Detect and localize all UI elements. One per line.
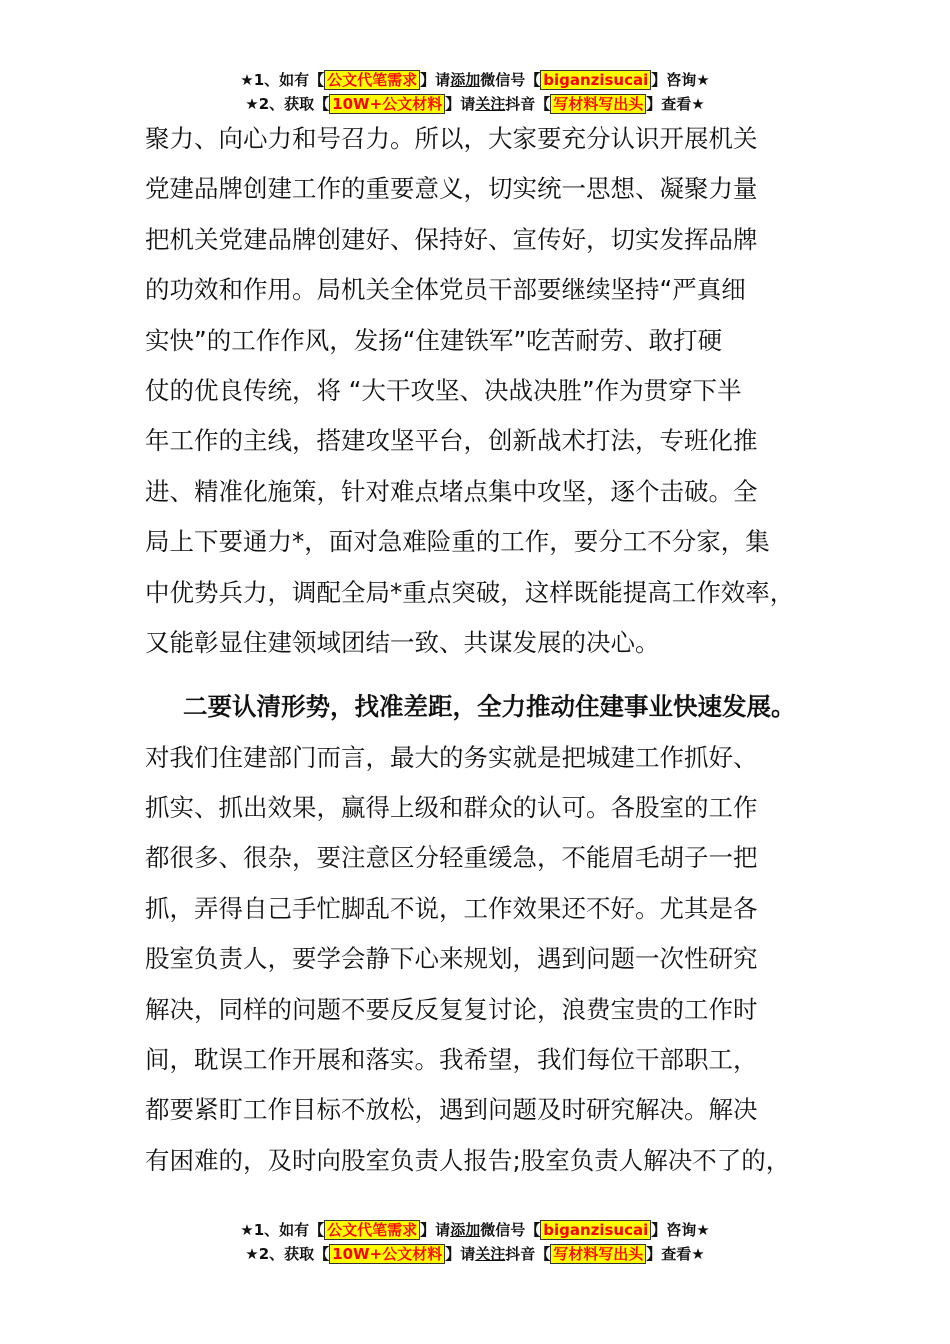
text-line: 实快”的工作作风，发扬“住建铁军”吃苦耐劳、敢打硬 bbox=[145, 325, 723, 355]
banner-underline: 关注 bbox=[475, 1245, 506, 1263]
banner-highlight: biganzisucai bbox=[540, 1220, 651, 1240]
banner-text: 】查看★ bbox=[646, 1245, 705, 1263]
banner-text: 】请 bbox=[420, 71, 451, 89]
banner-line-2 bbox=[0, 92, 950, 116]
banner-highlight: 公文代笔需求 bbox=[324, 70, 420, 90]
text-line: 对我们住建部门而言，最大的务实就是把城建工作抓好、 bbox=[145, 742, 758, 772]
text-line: 聚力、向心力和号召力。所以，大家要充分认识开展机关 bbox=[145, 124, 758, 153]
header-banner bbox=[0, 68, 950, 116]
banner-text: 】咨询★ bbox=[651, 1221, 710, 1239]
banner-text: 】请 bbox=[445, 95, 476, 113]
banner-highlight: 公文代笔需求 bbox=[324, 1220, 420, 1240]
document-body bbox=[145, 114, 845, 1186]
text-line: 抓，弄得自己手忙脚乱不说，工作效果还不好。尤其是各 bbox=[145, 893, 758, 923]
text-line: 中优势兵力，调配全局*重点突破，这样既能提高工作效率， bbox=[145, 577, 795, 607]
banner-underline: 添加 bbox=[450, 71, 481, 89]
banner-line-1 bbox=[0, 1218, 950, 1242]
text-line: 股室负责人，要学会静下心来规划，遇到问题一次性研究 bbox=[145, 944, 758, 974]
banner-text: ★2、获取【 bbox=[245, 1245, 330, 1263]
paragraph-1 bbox=[145, 114, 845, 668]
banner-text: 抖音【 bbox=[505, 95, 551, 113]
banner-text: ★2、获取【 bbox=[245, 95, 330, 113]
banner-text: 微信号【 bbox=[480, 1221, 541, 1239]
text-line: 又能彰显住建领域团结一致、共谋发展的决心。 bbox=[145, 627, 660, 657]
banner-line-2 bbox=[0, 1242, 950, 1266]
section-heading: 二要认清形势，找准差距，全力推动住建事业快速发展。 bbox=[183, 692, 796, 722]
text-line: 都很多、很杂，要注意区分轻重缓急，不能眉毛胡子一把 bbox=[145, 843, 758, 873]
banner-text: 微信号【 bbox=[480, 71, 541, 89]
text-line: 进、精准化施策，针对难点堵点集中攻坚，逐个击破。全 bbox=[145, 476, 758, 506]
text-line: 间，耽误工作开展和落实。我希望，我们每位干部职工， bbox=[145, 1045, 758, 1075]
paragraph-gap bbox=[145, 668, 845, 682]
banner-highlight: 写材料写出头 bbox=[550, 94, 646, 114]
text-line: 的功效和作用。局机关全体党员干部要继续坚持“严真细 bbox=[145, 275, 746, 305]
banner-highlight: 写材料写出头 bbox=[550, 1244, 646, 1264]
banner-line-1 bbox=[0, 68, 950, 92]
banner-text: ★1、如有【 bbox=[240, 1221, 325, 1239]
text-line: 局上下要通力*，面对急难险重的工作，要分工不分家，集 bbox=[145, 527, 770, 557]
banner-highlight: 10W+公文材料 bbox=[329, 94, 445, 114]
banner-text: 抖音【 bbox=[505, 1245, 551, 1263]
text-line: 党建品牌创建工作的重要意义，切实统一思想、凝聚力量 bbox=[145, 174, 758, 204]
banner-underline: 添加 bbox=[450, 1221, 481, 1239]
text-line: 有困难的，及时向股室负责人报告;股室负责人解决不了的， bbox=[145, 1145, 791, 1175]
banner-text: 】查看★ bbox=[646, 95, 705, 113]
banner-highlight: biganzisucai bbox=[540, 70, 651, 90]
text-line: 解决，同样的问题不要反反复复讨论，浪费宝贵的工作时 bbox=[145, 994, 758, 1024]
banner-highlight: 10W+公文材料 bbox=[329, 1244, 445, 1264]
text-line: 都要紧盯工作目标不放松，遇到问题及时研究解决。解决 bbox=[145, 1095, 758, 1125]
paragraph-2 bbox=[145, 733, 845, 1187]
banner-text: 】请 bbox=[445, 1245, 476, 1263]
banner-text: ★1、如有【 bbox=[240, 71, 325, 89]
banner-underline: 关注 bbox=[475, 95, 506, 113]
footer-banner bbox=[0, 1218, 950, 1266]
text-line: 抓实、抓出效果，赢得上级和群众的认可。各股室的工作 bbox=[145, 793, 758, 823]
text-line: 年工作的主线，搭建攻坚平台，创新战术打法，专班化推 bbox=[145, 426, 758, 456]
text-line: 仗的优良传统，将 “大干攻坚、决战决胜”作为贯穿下半 bbox=[145, 375, 742, 405]
banner-text: 】咨询★ bbox=[651, 71, 710, 89]
banner-text: 】请 bbox=[420, 1221, 451, 1239]
text-line: 把机关党建品牌创建好、保持好、宣传好，切实发挥品牌 bbox=[145, 224, 758, 254]
